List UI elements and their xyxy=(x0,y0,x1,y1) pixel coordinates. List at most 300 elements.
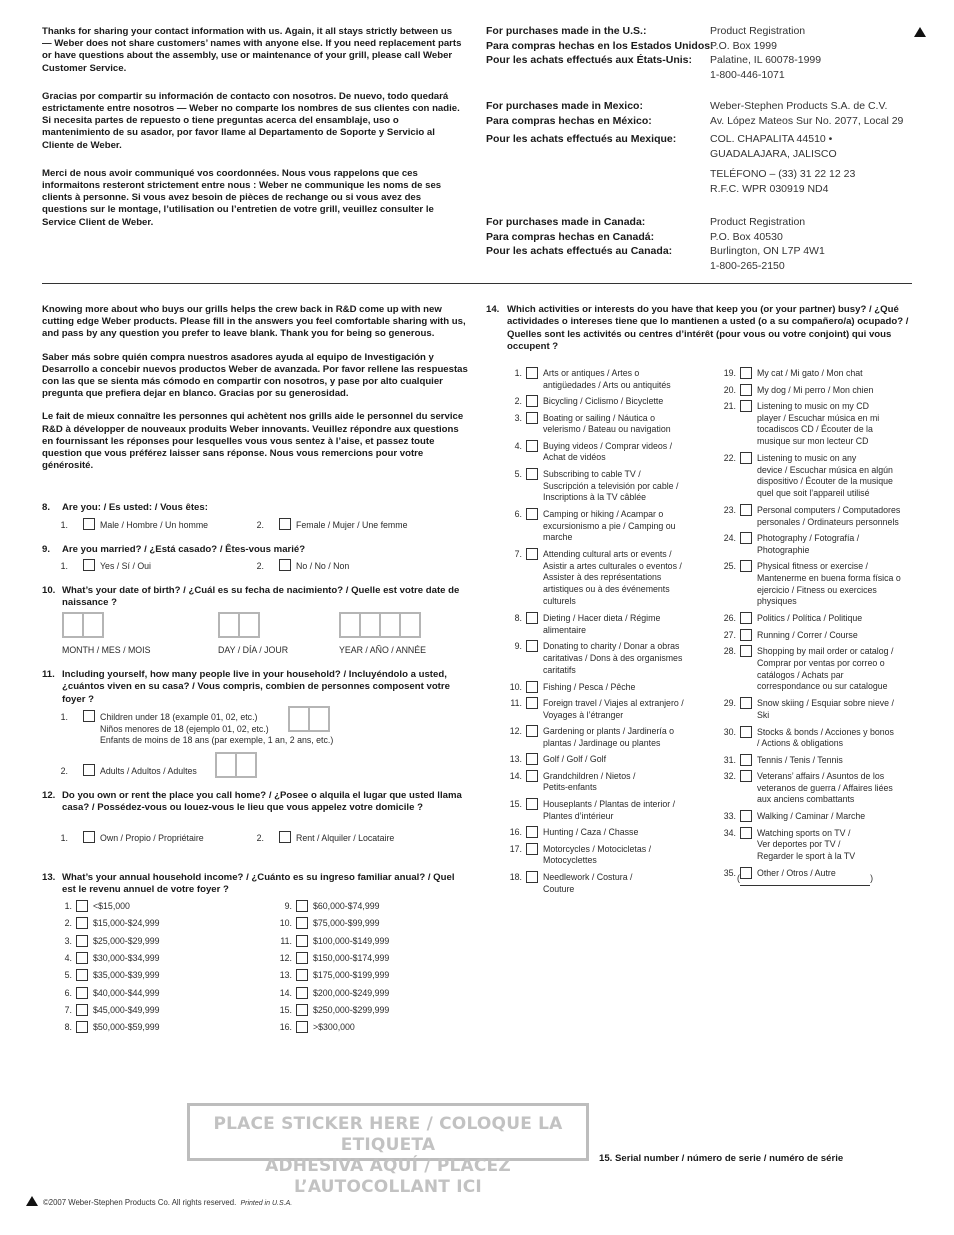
option-label xyxy=(543,641,718,676)
q12-option-1[interactable] xyxy=(48,831,248,845)
option-label-line: Bicycling / Ciclismo / Bicyclette xyxy=(543,396,664,407)
option-label xyxy=(543,441,718,464)
option-number: 33. xyxy=(723,811,736,822)
option-label xyxy=(757,561,932,607)
option-label-line: Assister à des représentations xyxy=(543,572,662,583)
option-number: 6. xyxy=(514,509,522,520)
option-number: 5. xyxy=(514,469,522,480)
option-label-line: musique sur mon lecteur CD xyxy=(757,435,869,446)
address-us-label-fr: Pour les achats effectués aux États-Unis: xyxy=(486,54,692,66)
option-label-line: >$300,000 xyxy=(313,1022,355,1033)
option-label xyxy=(313,901,488,913)
question-13 xyxy=(42,872,462,898)
option-label-line: catálogos / Achats par xyxy=(757,669,844,680)
option-label-line: <$15,000 xyxy=(93,901,130,911)
option-label xyxy=(543,549,718,607)
option-label xyxy=(757,630,932,642)
q14-option-7-checkbox[interactable] xyxy=(526,548,538,560)
option-label xyxy=(543,368,718,391)
option-label-line: $15,000-$24,999 xyxy=(93,918,160,929)
birth-year-digit-3[interactable] xyxy=(379,612,401,638)
option-label-line: My cat / Mi gato / Mon chat xyxy=(757,368,863,378)
q13-option-16-checkbox[interactable] xyxy=(296,1021,308,1033)
survey-intro xyxy=(42,304,470,472)
option-label-line: excursionismo a pie / Camping ou xyxy=(543,520,676,531)
q13-option-11-checkbox[interactable] xyxy=(296,935,308,947)
option-label xyxy=(543,509,718,544)
q13-option-14-checkbox[interactable] xyxy=(296,987,308,999)
q12-option-2-checkbox[interactable] xyxy=(279,831,291,843)
question-text: What’s your annual household income? / ¿Cuánto es su ingreso familiar anual? / Quel est le revenu annuel de votre foyer ? xyxy=(62,872,455,896)
question-15-serial-number: 15. Serial number / número de serie / numéro de série xyxy=(599,1153,844,1164)
option-label-line: Running / Correr / Course xyxy=(757,629,858,640)
question-number: 9. xyxy=(42,544,51,555)
q14-option-13-checkbox[interactable] xyxy=(526,753,538,765)
option-label xyxy=(543,469,718,504)
q14-option-2-checkbox[interactable] xyxy=(526,395,538,407)
printed-in-text: Printed in U.S.A. xyxy=(240,1200,293,1207)
copyright-text: ©2007 Weber-Stephen Products Co. All rights reserved. xyxy=(43,1198,237,1207)
option-number: 23. xyxy=(723,505,736,515)
option-number: 14. xyxy=(279,987,292,998)
option-label-line: Photography / Fotografía / xyxy=(757,533,860,544)
address-mx-line: TELÉFONO – (33) 31 22 12 23 xyxy=(710,168,856,180)
option-number: 4. xyxy=(514,440,522,451)
option-label xyxy=(543,413,718,436)
option-label xyxy=(313,953,488,965)
address-mx-line: R.F.C. WPR 030919 ND4 xyxy=(710,182,829,195)
option-number: 21. xyxy=(723,401,736,411)
option-label-line: Gardening or plants / Jardinería o xyxy=(543,726,675,737)
option-label-line: antigüedades / Arts ou antiquités xyxy=(543,379,671,390)
birth-month-label: MONTH / MES / MOIS xyxy=(62,645,151,655)
q14-option-5-checkbox[interactable] xyxy=(526,468,538,480)
option-number: 10. xyxy=(509,681,522,692)
option-label-line: caritativas / Dons à des organismes xyxy=(543,652,683,663)
option-label: Male / Hombre / Un homme xyxy=(100,520,209,530)
option-label xyxy=(757,453,932,499)
option-label-line: Mantenerme en buena forma física o xyxy=(757,572,901,583)
q14-option-26-checkbox[interactable] xyxy=(740,612,752,624)
birth-month-digit-2[interactable] xyxy=(82,612,104,638)
option-number: 14. xyxy=(509,770,522,781)
birth-year-digit-2[interactable] xyxy=(359,612,381,638)
option-label-line: player / Escuchar música en mi xyxy=(757,412,880,423)
birth-day-digit-1[interactable] xyxy=(218,612,240,638)
option-label xyxy=(93,953,268,965)
option-label-line: physiques xyxy=(757,596,797,607)
q14-option-3-checkbox[interactable] xyxy=(526,412,538,424)
address-us-lines xyxy=(710,24,821,82)
option-label xyxy=(543,872,718,895)
question-number: 14. xyxy=(486,304,500,315)
q13-option-12-checkbox[interactable] xyxy=(296,952,308,964)
q12-option-1-checkbox[interactable] xyxy=(83,831,95,843)
option-number: 27. xyxy=(723,629,736,640)
option-label xyxy=(93,918,268,930)
option-label xyxy=(93,901,268,913)
option-number: 1. xyxy=(60,833,68,843)
option-label-line: $40,000-$44,999 xyxy=(93,987,160,998)
option-label-line: Couture xyxy=(543,883,575,894)
option-number: 11. xyxy=(280,935,292,946)
option-label: Female / Mujer / Une femme xyxy=(296,520,408,530)
option-number: 13. xyxy=(279,970,292,981)
q14-option-11-checkbox[interactable] xyxy=(526,697,538,709)
option-label-line: Donating to charity / Donar a obras xyxy=(543,641,680,652)
q14-option-17-checkbox[interactable] xyxy=(526,843,538,855)
option-number: 12. xyxy=(279,952,292,963)
option-label: Niños menores de 18 (ejemplo 01, 02, etc.) xyxy=(100,723,269,734)
q13-option-10-checkbox[interactable] xyxy=(296,917,308,929)
option-label-line: quel que soit l’appareil utilisé xyxy=(757,487,870,498)
option-label-line: Stocks & bonds / Acciones y bonos xyxy=(757,726,894,737)
option-label: Own / Propio / Propriétaire xyxy=(100,833,204,843)
option-number: 9. xyxy=(284,901,292,911)
q8-option-2[interactable] xyxy=(244,518,444,532)
option-label xyxy=(757,385,932,397)
option-label xyxy=(543,698,718,721)
question-number: 12. xyxy=(42,790,56,801)
option-label xyxy=(543,396,718,408)
footer xyxy=(43,1198,292,1207)
other-write-in-field[interactable] xyxy=(737,873,873,886)
address-ca-label-es: Para compras hechas en Canadá: xyxy=(486,230,655,243)
option-number: 4. xyxy=(64,952,72,963)
option-label-line: $175,000-$199,999 xyxy=(313,970,390,981)
option-label-line: aux anciens combattants xyxy=(757,794,855,805)
option-label: Yes / Sí / Oui xyxy=(100,561,152,571)
option-label: No / No / Non xyxy=(296,561,350,571)
option-label-line: Suscripción a televisión por cable / xyxy=(543,480,679,491)
option-label xyxy=(757,828,932,863)
option-label-line: Boating or sailing / Náutica o xyxy=(543,412,655,423)
q14-option-16-checkbox[interactable] xyxy=(526,826,538,838)
birth-year-digit-4[interactable] xyxy=(399,612,421,638)
address-ca-label-fr: Pour les achats effectués au Canada: xyxy=(486,245,673,257)
option-label-line: Voyages à l’étranger xyxy=(543,709,624,720)
option-number: 20. xyxy=(723,384,736,395)
option-number: 24. xyxy=(723,533,736,544)
bottom-triangle-marker xyxy=(26,1196,38,1206)
option-number: 17. xyxy=(509,843,522,854)
option-label-line: Asistir a artes culturales o eventos / xyxy=(543,560,682,571)
intro-block xyxy=(42,26,462,229)
option-label-line: tocadiscos CD / Écouter de la xyxy=(757,424,873,435)
q14-option-31-checkbox[interactable] xyxy=(740,754,752,766)
option-label xyxy=(313,970,488,982)
option-label-line: velerismo / Bateau ou navigation xyxy=(543,424,671,435)
option-number: 15. xyxy=(509,799,522,810)
option-number: 8. xyxy=(64,1022,72,1033)
option-label-line: Motocyclettes xyxy=(543,855,597,866)
adults-count-digit-2[interactable] xyxy=(235,752,257,778)
option-label xyxy=(313,936,488,948)
option-label xyxy=(543,771,718,794)
option-number: 16. xyxy=(509,827,522,838)
sticker-text-line: PLACE STICKER HERE / COLOQUE LA ETIQUETA xyxy=(213,1114,563,1155)
option-number: 2. xyxy=(64,918,72,929)
address-mx-label-en: For purchases made in Mexico: xyxy=(486,100,643,112)
q14-option-22-checkbox[interactable] xyxy=(740,452,752,464)
option-label-line: Needlework / Costura / xyxy=(543,872,633,882)
option-number: 15. xyxy=(279,1004,292,1015)
option-number: 10. xyxy=(279,918,292,929)
q8-option-1-checkbox[interactable] xyxy=(83,518,95,530)
address-ca-label-en: For purchases made in Canada: xyxy=(486,216,646,228)
option-number: 2. xyxy=(60,766,68,776)
option-number: 1. xyxy=(514,368,522,378)
question-10 xyxy=(42,585,462,611)
option-label-line: Subscribing to cable TV / xyxy=(543,469,641,480)
q13-option-13-checkbox[interactable] xyxy=(296,969,308,981)
question-number: 11. xyxy=(42,669,55,680)
q14-option-21-checkbox[interactable] xyxy=(740,400,752,412)
option-label-line: $150,000-$174,999 xyxy=(313,952,390,963)
option-number: 7. xyxy=(514,549,522,560)
survey-intro-spanish: Saber más sobre quién compra nuestros asadores ayuda al equipo de Investigación y Desarrollo a concebir nuevos productos Weber de avanzada. Por favor rellene las respuestas con las que se sienta más cómodo en compartir con nosotros, y pase por alto cualquier pregunta que prefiera dejar en blanco. Gracias por su generosidad. xyxy=(42,351,468,400)
question-text: Are you: / Es usted: / Vous êtes: xyxy=(62,502,208,513)
option-label-line: Attending cultural arts or events / xyxy=(543,549,672,560)
q14-option-9-checkbox[interactable] xyxy=(526,640,538,652)
adults-count-digit-1[interactable] xyxy=(215,752,237,778)
option-label-line: ejercicio / Fitness ou exercices xyxy=(757,584,877,595)
option-label xyxy=(313,988,488,1000)
q8-option-1[interactable] xyxy=(48,518,248,532)
question-text: Are you married? / ¿Está casado? / Êtes-vous marié? xyxy=(62,544,306,555)
q8-option-2-checkbox[interactable] xyxy=(279,518,291,530)
option-label xyxy=(543,682,718,694)
q14-option-25-checkbox[interactable] xyxy=(740,560,752,572)
q13-option-3-checkbox[interactable] xyxy=(76,935,88,947)
q13-option-5-checkbox[interactable] xyxy=(76,969,88,981)
option-number: 1. xyxy=(64,901,72,911)
option-label xyxy=(313,918,488,930)
option-label xyxy=(757,771,932,806)
option-label-line: dispositivo / Écouter de la musique xyxy=(757,476,893,487)
q11-adults-checkbox[interactable] xyxy=(83,764,95,776)
option-label xyxy=(93,988,268,1000)
option-label-line: Regarder le sport à la TV xyxy=(757,851,856,862)
option-label-line: Other / Otros / Autre xyxy=(757,868,836,878)
q13-option-1-checkbox[interactable] xyxy=(76,900,88,912)
close-paren: ) xyxy=(870,873,873,883)
survey-intro-french: Le fait de mieux connaître les personnes qui achètent nos grills aide le personnel du service R&D à développer de nouveaux produits Weber innovants. Veuillez répondre aux questions en fournissant les réponses pour lesquelles vous vous sentez à l’aise, et passez toute question que vous préférez laisser sans réponse. Nous vous remercions pour votre générosité. xyxy=(42,411,464,472)
option-number: 1. xyxy=(60,561,68,571)
option-number: 18. xyxy=(509,872,522,882)
option-label xyxy=(93,936,268,948)
option-label-line: $60,000-$74,999 xyxy=(313,901,380,911)
option-label-line: $25,000-$29,999 xyxy=(93,935,160,946)
option-label-line: Hunting / Caza / Chasse xyxy=(543,827,639,838)
q9-option-2[interactable] xyxy=(244,559,444,573)
address-mx-line: GUADALAJARA, JALISCO xyxy=(710,147,837,160)
q14-option-30-checkbox[interactable] xyxy=(740,726,752,738)
q14-option-10-checkbox[interactable] xyxy=(526,681,538,693)
open-paren: ( xyxy=(737,873,740,883)
option-label-line: Grandchildren / Nietos / xyxy=(543,770,636,781)
q14-option-14-checkbox[interactable] xyxy=(526,770,538,782)
q14-option-1-checkbox[interactable] xyxy=(526,367,538,379)
option-label xyxy=(543,726,718,749)
option-label xyxy=(543,844,718,867)
option-label-line: Politics / Política / Politique xyxy=(757,613,863,624)
option-label-line: Achat de vidéos xyxy=(543,452,606,463)
q13-option-15-checkbox[interactable] xyxy=(296,1004,308,1016)
birth-year-digit-1[interactable] xyxy=(339,612,361,638)
address-us-label-es: Para compras hechas en los Estados Unidos: xyxy=(486,39,714,52)
q13-option-2-checkbox[interactable] xyxy=(76,917,88,929)
option-label-line: Ver deportes por TV / xyxy=(757,839,841,850)
question-text: What’s your date of birth? / ¿Cuál es su fecha de nacimiento? / Quelle est votre date de naissance ? xyxy=(62,585,460,609)
option-label xyxy=(757,613,932,625)
q14-option-4-checkbox[interactable] xyxy=(526,440,538,452)
option-number: 28. xyxy=(723,646,736,657)
q13-option-9-checkbox[interactable] xyxy=(296,900,308,912)
q13-option-6-checkbox[interactable] xyxy=(76,987,88,999)
option-number: 13. xyxy=(509,754,522,765)
address-ca-line: Product Registration xyxy=(710,216,806,228)
option-label xyxy=(93,1022,268,1034)
option-label-line: $200,000-$249,999 xyxy=(313,987,390,998)
option-label xyxy=(757,533,932,556)
q14-option-34-checkbox[interactable] xyxy=(740,827,752,839)
option-label-line: / Actions & obligations xyxy=(757,738,844,749)
option-label: Enfants de moins de 18 ans (par exemple, 1 an, 2 ans, etc.) xyxy=(100,735,334,746)
option-label-line: Golf / Golf / Golf xyxy=(543,754,607,765)
q9-option-2-checkbox[interactable] xyxy=(279,559,291,571)
survey-intro-english: Knowing more about who buys our grills helps the crew back in R&D come up with new cutting edge Weber products. Please fill in the answers you feel comfortable sharing with us, and pass by any question you prefer to leave blank. Thank you for being so generous. xyxy=(42,304,466,340)
option-number: 2. xyxy=(256,561,264,571)
option-label-line: $30,000-$34,999 xyxy=(93,952,160,963)
option-number: 35. xyxy=(723,868,736,878)
option-number: 25. xyxy=(723,561,736,572)
q9-option-1-checkbox[interactable] xyxy=(83,559,95,571)
option-label-line: Buying videos / Comprar videos / xyxy=(543,440,673,451)
option-label-line: My dog / Mi perro / Mon chien xyxy=(757,384,874,395)
q11-children-checkbox[interactable] xyxy=(83,710,95,722)
section-divider xyxy=(42,283,912,284)
q14-option-27-checkbox[interactable] xyxy=(740,629,752,641)
option-label-line: Walking / Caminar / Marche xyxy=(757,811,866,822)
option-label-line: Petits-enfants xyxy=(543,782,597,793)
address-mx-label-fr: Pour les achats effectués au Mexique: xyxy=(486,133,677,145)
question-text: Including yourself, how many people live in your household? / Incluyéndolo a usted, ¿cuántos viven en su casa? / Vous compris, combien de personnes composent votre foyer ? xyxy=(62,669,450,705)
option-number: 12. xyxy=(509,726,522,737)
option-label-line: Arts or antiques / Artes o xyxy=(543,368,640,378)
option-number: 11. xyxy=(510,698,522,708)
option-label: Children under 18 (example 01, 02, etc.) xyxy=(100,712,258,722)
q13-option-4-checkbox[interactable] xyxy=(76,952,88,964)
option-label-line: Snow skiing / Esquiar sobre nieve / xyxy=(757,698,894,709)
option-number: 1. xyxy=(60,712,68,722)
address-us-label-en: For purchases made in the U.S.: xyxy=(486,25,647,37)
option-number: 34. xyxy=(723,827,736,838)
address-us-line: P.O. Box 1999 xyxy=(710,39,777,52)
sticker-text-line: ADHESIVA AQUÍ / PLACEZ L’AUTOCOLLANT ICI xyxy=(265,1156,511,1197)
option-label-line: Motorcycles / Motocicletas / xyxy=(543,843,652,854)
option-label-line: $50,000-$59,999 xyxy=(93,1022,160,1033)
q14-option-20-checkbox[interactable] xyxy=(740,384,752,396)
question-text: Do you own or rent the place you call home? / ¿Posee o alquila el lugar que usted llama casa? / Possédez-vous ou louez-vous le lieu que vous appelez votre domicile ? xyxy=(62,790,462,814)
address-ca-line: P.O. Box 40530 xyxy=(710,230,783,243)
birth-day-digit-2[interactable] xyxy=(238,612,260,638)
option-label-line: Personal computers / Computadores xyxy=(757,505,901,515)
option-label-line: Houseplants / Plantas de interior / xyxy=(543,799,676,810)
question-number: 10. xyxy=(42,585,56,596)
q9-option-1[interactable] xyxy=(48,559,248,573)
question-8 xyxy=(42,502,462,515)
q14-option-23-checkbox[interactable] xyxy=(740,504,752,516)
q13-option-7-checkbox[interactable] xyxy=(76,1004,88,1016)
intro-french: Merci de nous avoir communiqué vos coordonnées. Nous vous rappelons que ces informaitons resteront strictement entre nous : Weber ne communique les noms de ses clients à personne. Si vous avez besoin de pièces de rechange ou si vous avez des questions sur le montage, l’utilisation ou l’entretien de votre grill, veuillez consulter le Service Client de Weber. xyxy=(42,167,442,228)
q14-option-32-checkbox[interactable] xyxy=(740,770,752,782)
option-label-line: Tennis / Tenis / Tennis xyxy=(757,754,843,765)
option-label-line: device / Escuchar música en algún xyxy=(757,464,893,475)
option-label xyxy=(757,698,932,721)
q14-option-6-checkbox[interactable] xyxy=(526,508,538,520)
option-label-line: $75,000-$99,999 xyxy=(313,918,380,929)
option-label-line: Fishing / Pesca / Pêche xyxy=(543,681,636,692)
option-number: 30. xyxy=(723,726,736,737)
address-ca-line: Burlington, ON L7P 4W1 xyxy=(710,245,825,257)
option-number: 26. xyxy=(723,613,736,624)
q14-option-12-checkbox[interactable] xyxy=(526,725,538,737)
option-number: 16. xyxy=(279,1022,292,1033)
option-number: 32. xyxy=(723,771,736,782)
option-label-line: caritatifs xyxy=(543,664,576,675)
option-label-line: Plantes d’intérieur xyxy=(543,810,614,821)
option-label xyxy=(93,1005,268,1017)
option-label-line: Inscriptions à la TV câblée xyxy=(543,492,647,503)
address-mx-line: Weber-Stephen Products S.A. de C.V. xyxy=(710,100,888,112)
q14-option-24-checkbox[interactable] xyxy=(740,532,752,544)
address-mx-line: COL. CHAPALITA 44510 • xyxy=(710,133,833,145)
address-mx-lines xyxy=(710,99,903,196)
question-number: 8. xyxy=(42,502,51,513)
q14-option-29-checkbox[interactable] xyxy=(740,697,752,709)
q14-option-28-checkbox[interactable] xyxy=(740,645,752,657)
q13-option-8-checkbox[interactable] xyxy=(76,1021,88,1033)
q14-option-18-checkbox[interactable] xyxy=(526,871,538,883)
option-label xyxy=(543,827,718,839)
option-label-line: $250,000-$299,999 xyxy=(313,1004,390,1015)
question-11 xyxy=(42,669,462,707)
option-number: 1. xyxy=(60,520,68,530)
option-number: 3. xyxy=(514,412,522,423)
option-label-line: Veterans’ affairs / Asuntos de los xyxy=(757,771,885,782)
option-number: 9. xyxy=(514,641,522,652)
option-number: 3. xyxy=(64,935,72,946)
q12-option-2[interactable] xyxy=(244,831,444,845)
children-count-digit-2[interactable] xyxy=(308,706,330,732)
option-label xyxy=(543,754,718,766)
option-label xyxy=(757,755,932,767)
option-label xyxy=(543,799,718,822)
q14-option-15-checkbox[interactable] xyxy=(526,798,538,810)
q14-option-8-checkbox[interactable] xyxy=(526,612,538,624)
option-label-line: Foreign travel / Viajes al extranjero / xyxy=(543,698,684,708)
option-label xyxy=(757,505,932,528)
question-9 xyxy=(42,544,462,557)
q14-option-19-checkbox[interactable] xyxy=(740,367,752,379)
q14-option-33-checkbox[interactable] xyxy=(740,810,752,822)
birth-month-digit-1[interactable] xyxy=(62,612,84,638)
children-count-digit-1[interactable] xyxy=(288,706,310,732)
option-label-line: correspondance ou sur catalogue xyxy=(757,681,888,692)
intro-spanish: Gracias por compartir su información de contacto con nosotros. De nuevo, todo quedará estrictamente entre nosotros — Weber no comparte los nombres de sus clientes con nadie. Si necesita partes de repuesto o tiene preguntas acerca del ensamblaje, uso o mantenimiento de su asador, por favor llame al Departamento de Soporte y Servicio al Cliente de Weber. xyxy=(42,90,460,151)
option-label: Rent / Alquiler / Locataire xyxy=(296,833,395,843)
